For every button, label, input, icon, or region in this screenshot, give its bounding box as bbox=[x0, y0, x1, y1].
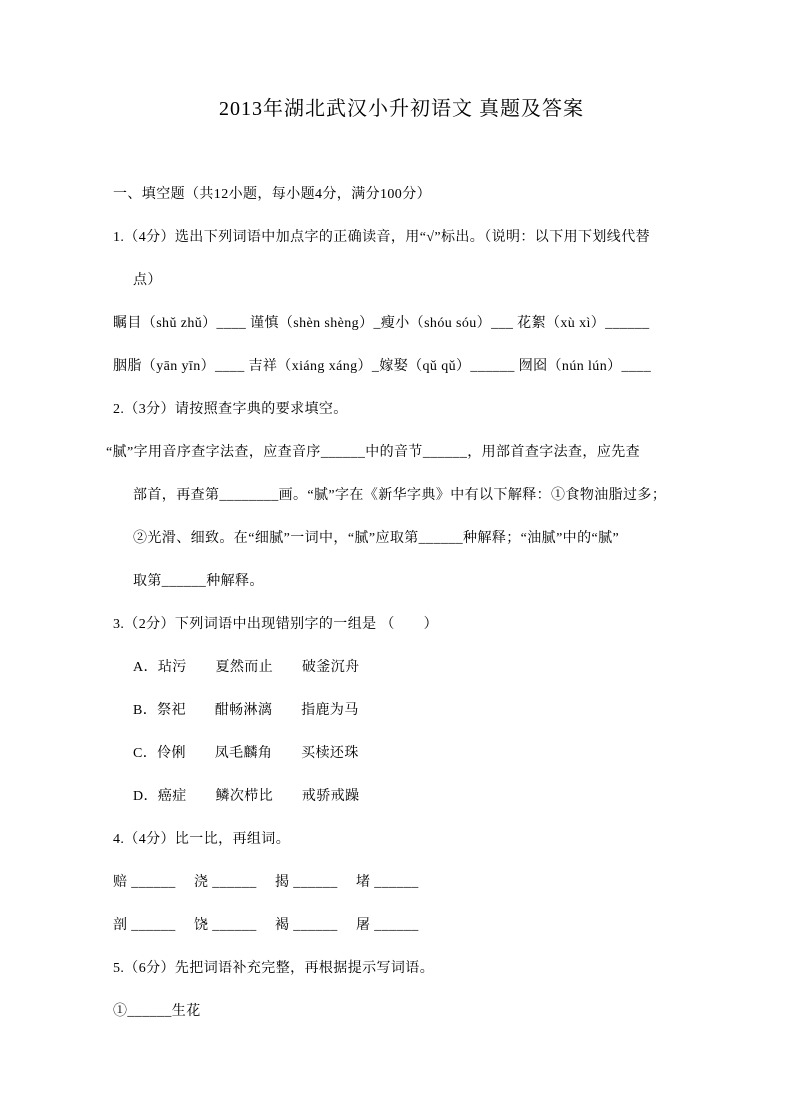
question-4-word-row-1: 赔 ______ 浇 ______ 揭 ______ 堵 ______ bbox=[113, 875, 419, 890]
question-5-stem: 5.（6分）先把词语补充完整，再根据提示写词语。 bbox=[113, 961, 435, 976]
question-1-stem-line-2: 点） bbox=[133, 273, 162, 288]
question-5-item-1: ①______生花 bbox=[113, 1004, 201, 1019]
question-2-body-line-1: “腻”字用音序查字法查，应查音序______中的音节______，用部首查字法查，应先查 bbox=[106, 445, 641, 460]
question-2-body-line-4: 取第______种解释。 bbox=[133, 574, 264, 589]
question-4-word-row-2: 剖 ______ 饶 ______ 褐 ______ 屠 ______ bbox=[113, 918, 419, 933]
question-1-pinyin-line-2: 胭脂（yān yīn）____ 吉祥（xiáng xáng）_嫁娶（qǔ qǔ）______ 囫囵（nún lún）____ bbox=[113, 359, 652, 374]
document-body bbox=[106, 173, 690, 1033]
question-1-pinyin-line-1: 瞩目（shǔ zhǔ）____ 谨慎（shèn shèng）_瘦小（shóu sóu）___ 花絮（xù xì）______ bbox=[113, 316, 650, 331]
section-header: 一、填空题（共12小题，每小题4分，满分100分） bbox=[113, 187, 431, 202]
question-1-stem-line-1: 1.（4分）选出下列词语中加点字的正确读音，用“√”标出。（说明：以下用下划线代替 bbox=[113, 230, 651, 245]
question-4-stem: 4.（4分）比一比，再组词。 bbox=[113, 832, 291, 847]
question-3-option-b: B．祭祀 酣畅淋漓 指鹿为马 bbox=[133, 703, 359, 718]
question-2-body-line-2: 部首，再查第________画。“腻”字在《新华字典》中有以下解释：①食物油脂过多； bbox=[133, 488, 667, 503]
question-3-option-c: C．伶俐 凤毛麟角 买椟还珠 bbox=[133, 746, 359, 761]
question-3-stem: 3.（2分）下列词语中出现错别字的一组是 （ ） bbox=[113, 617, 438, 632]
question-2-stem: 2.（3分）请按照查字典的要求填空。 bbox=[113, 402, 348, 417]
question-3-option-d: D．癌症 鳞次栉比 戒骄戒躁 bbox=[133, 789, 360, 804]
document-title: 2013年湖北武汉小升初语文 真题及答案 bbox=[219, 98, 584, 120]
question-2-body-line-3: ②光滑、细致。在“细腻”一词中，“腻”应取第______种解释；“油腻”中的“腻” bbox=[133, 531, 620, 546]
question-3-option-a: A．玷污 夏然而止 破釜沉舟 bbox=[133, 660, 360, 675]
